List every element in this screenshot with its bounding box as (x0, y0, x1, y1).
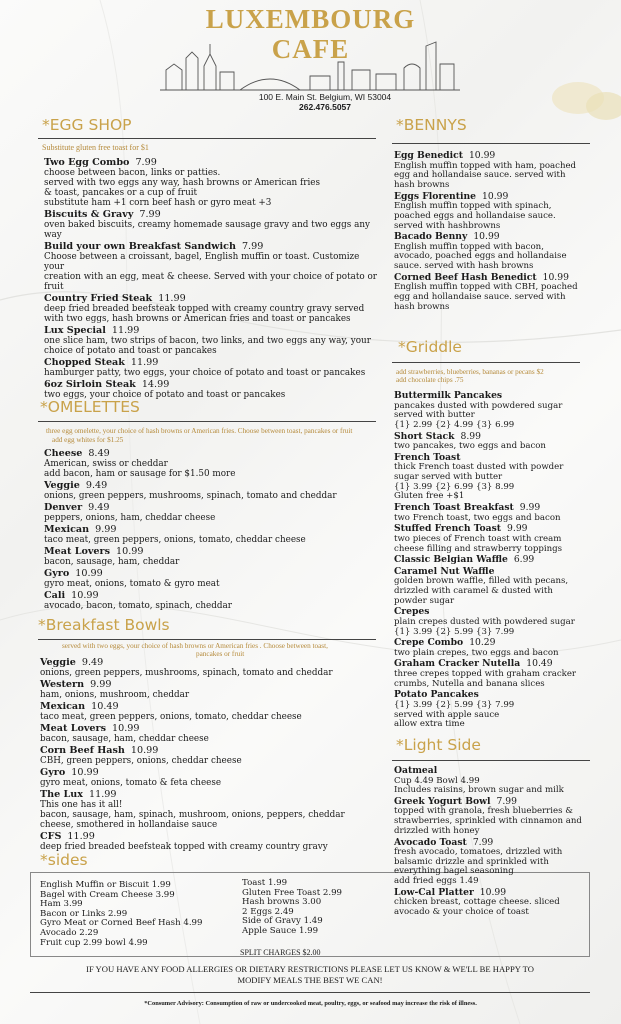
item-description: thick French toast dusted with powder (394, 462, 564, 473)
griddle-note: add strawberries, blueberries, bananas or pecans $2 (396, 368, 544, 376)
item-name: Low-Cal Platter (394, 886, 474, 898)
bennys-list (394, 151, 594, 313)
menu-item (394, 607, 594, 637)
section-title-sides: *sides (40, 851, 88, 869)
item-price: 14.99 (141, 379, 170, 390)
bowls-note2: pancakes or fruit (196, 650, 245, 658)
item-description: everything bagel seasoning (394, 866, 514, 877)
omelettes-list (44, 448, 380, 612)
item-description: deep fried breaded beefsteak topped with creamy country gravy served (44, 304, 365, 314)
item-price: 9.49 (81, 657, 104, 668)
menu-item (44, 524, 380, 545)
item-price: 11.99 (158, 293, 186, 304)
section-title-bennys: *BENNYS (396, 116, 467, 134)
item-price: 10.99 (112, 723, 140, 734)
item-price: 6.99 (513, 554, 535, 566)
item-description: Cup 4.49 Bowl 4.99 (394, 775, 480, 786)
menu-item (394, 391, 594, 431)
egg-shop-note: Substitute gluten free toast for $1 (42, 143, 149, 152)
omelettes-note2: add egg whites for $1.25 (52, 436, 124, 444)
item-description: oven baked biscuits, creamy homemade sausage gravy and two eggs any (44, 220, 370, 230)
section-title-egg-shop: *EGG SHOP (42, 116, 132, 134)
item-price: 10.99 (71, 767, 99, 778)
consumer-advisory: *Consumer Advisory: Consumption of raw or undercooked meat, poultry, eggs, or seafood may increase the risk of illness. (144, 1000, 477, 1007)
item-description: English muffin topped with CBH, poached (394, 282, 578, 293)
item-name: Crepe Combo (394, 637, 464, 649)
side-item: Apple Sauce 1.99 (242, 925, 319, 936)
sides-list-right (242, 879, 342, 937)
item-description: add fried eggs 1.49 (394, 876, 479, 887)
item-price: 7.99 (241, 241, 264, 252)
item-price: 10.99 (130, 745, 159, 756)
item-price: 10.99 (542, 271, 569, 283)
item-description: hash browns (394, 179, 450, 190)
menu-item-name (44, 293, 380, 304)
item-description: English muffin topped with bacon, (394, 241, 544, 252)
item-name: Lux Special (44, 325, 106, 336)
menu-item (44, 241, 380, 292)
item-price: 7.99 (472, 836, 494, 848)
omelettes-note: three egg omelette, your choice of hash browns or American fries. Choose between toast, pancakes or fruit (46, 427, 353, 435)
side-item: Hash browns 3.00 (242, 897, 322, 908)
item-price: 10.99 (482, 190, 509, 202)
bowls-note: served with two eggs, your choice of hash browns or American fries . Choose between toast, (62, 642, 328, 650)
side-item: Toast 1.99 (242, 878, 288, 888)
light-side-list (394, 766, 594, 919)
item-description: drizzled with caramel & dusted with (394, 585, 553, 596)
item-price: 9.99 (519, 502, 541, 514)
divider (38, 138, 376, 139)
item-description: {1} 3.99 {2} 5.99 {3} 7.99 (394, 626, 515, 637)
item-name: Two Egg Combo (44, 157, 130, 168)
menu-item (44, 325, 380, 356)
phone-number: 262.476.5057 (299, 102, 351, 112)
item-price: 10.99 (71, 590, 99, 601)
item-name: Crepes (394, 606, 430, 618)
item-description: taco meat, green peppers, onions, tomato, cheddar cheese (40, 712, 302, 722)
egg-shop-list (44, 157, 380, 401)
side-item: Fruit cup 2.99 bowl 4.99 (40, 937, 148, 948)
section-title-griddle: *Griddle (398, 338, 462, 356)
cafe-name-line2: CAFE (271, 34, 350, 64)
menu-item (44, 590, 380, 611)
item-price: 9.49 (88, 502, 110, 513)
menu-item (394, 432, 594, 452)
menu-item-name (394, 151, 594, 162)
item-description: egg and hollandaise sauce. served with (394, 292, 566, 303)
item-description: American, swiss or cheddar (44, 459, 168, 469)
item-price: 7.99 (139, 209, 161, 220)
item-price: 9.99 (507, 523, 528, 535)
griddle-note2: add chocolate chips .75 (396, 376, 464, 384)
menu-item-name (40, 767, 380, 778)
item-price: 11.99 (111, 325, 140, 336)
menu-item-name (44, 379, 380, 390)
item-description: one slice ham, two strips of bacon, two links, and two eggs any way, your (44, 336, 371, 346)
item-price: 10.99 (479, 886, 507, 898)
item-description: two eggs, your choice of potato and toast or pancakes (44, 390, 286, 400)
item-description: Choose between a croissant, bagel, English muffin or toast. Customize your (44, 252, 360, 272)
menu-item-name (44, 241, 380, 252)
menu-item (40, 831, 380, 852)
item-name: 6oz Sirloin Steak (44, 379, 136, 390)
item-price: 7.99 (135, 157, 157, 168)
item-name: Graham Cracker Nutella (394, 658, 521, 670)
divider (392, 760, 590, 761)
menu-item-name (44, 546, 380, 557)
item-name: Biscuits & Gravy (44, 209, 134, 220)
item-price: 9.99 (95, 524, 117, 535)
city-skyline-icon (160, 40, 460, 96)
menu-item (394, 888, 594, 918)
item-description: hash browns (394, 301, 450, 312)
item-description: poached eggs and hollandaise sauce. (394, 210, 556, 221)
item-name: Mexican (40, 701, 86, 712)
menu-item (394, 524, 594, 554)
menu-item (44, 293, 380, 324)
item-description: fruit (44, 282, 64, 292)
menu-item (394, 503, 594, 523)
item-description: bacon, sausage, ham, cheddar cheese (40, 734, 209, 744)
item-description: taco meat, green peppers, onions, tomato, cheddar cheese (44, 535, 306, 545)
menu-item (44, 546, 380, 567)
item-name: Avocado Toast (394, 836, 467, 848)
item-name: Oatmeal (394, 765, 438, 776)
menu-item (394, 555, 594, 566)
menu-item (44, 502, 380, 523)
menu-header (0, 0, 621, 120)
item-name: Mexican (44, 524, 90, 535)
item-name: Gyro (40, 767, 66, 778)
menu-item-name (44, 325, 380, 336)
item-description: two French toast, two eggs and bacon (394, 512, 561, 523)
item-description: {1} 2.99 {2} 4.99 {3} 6.99 (394, 419, 515, 430)
menu-item (394, 766, 594, 796)
item-name: Denver (44, 502, 83, 513)
item-description: onions, green peppers, mushrooms, spinach, tomato and cheddar (44, 491, 337, 501)
item-description: with two eggs, hash browns or American fries and toast or pancakes (44, 314, 351, 324)
item-name: Short Stack (394, 430, 455, 442)
item-name: Corn Beef Hash (40, 745, 125, 756)
item-description: chicken breast, cottage cheese. sliced (394, 897, 560, 908)
side-item: Avocado 2.29 (40, 927, 99, 938)
item-name: Cali (44, 590, 66, 601)
cafe-name-line1: LUXEMBOURG (205, 4, 416, 34)
divider (30, 992, 590, 993)
menu-item-name (40, 831, 380, 842)
menu-item-name (40, 789, 380, 800)
section-title-light-side: *Light Side (396, 736, 481, 754)
menu-item-name (40, 657, 380, 668)
item-name: Country Fried Steak (44, 293, 153, 304)
item-description: deep fried breaded beefsteak topped with creamy country gravy (40, 842, 328, 852)
allergy-line2: MODIFY MEALS THE BEST WE CAN! (237, 975, 383, 985)
item-name: Veggie (44, 480, 80, 491)
item-description: three crepes topped with graham cracker (394, 668, 577, 679)
item-description: avocado, poached eggs and hollandaise (394, 251, 567, 262)
item-name: Meat Lovers (40, 723, 106, 734)
menu-item (44, 157, 380, 208)
item-description: served with butter (394, 410, 475, 421)
menu-item (40, 767, 380, 788)
item-description: hamburger patty, two eggs, your choice of potato and toast or pancakes (44, 368, 366, 378)
item-name: Eggs Florentine (394, 190, 476, 202)
menu-item (44, 480, 380, 501)
menu-item (394, 567, 594, 607)
item-description: gyro meat, onions, tomato & feta cheese (40, 778, 222, 788)
side-item: Bacon or Links 2.99 (40, 908, 128, 919)
menu-item (394, 232, 594, 272)
side-item: Side of Gravy 1.49 (242, 916, 323, 927)
item-description: peppers, onions, ham, cheddar cheese (44, 513, 216, 523)
item-description: choose between bacon, links or patties. (44, 168, 221, 178)
item-name: Chopped Steak (44, 357, 125, 368)
menu-item-name (44, 157, 380, 168)
item-description: two plain crepes, two eggs and bacon (394, 647, 559, 658)
item-price: 10.99 (116, 546, 144, 557)
item-price: 7.99 (496, 795, 517, 807)
item-description: served with hashbrowns (394, 220, 501, 231)
item-description: avocado, bacon, tomato, spinach, cheddar (44, 601, 232, 611)
menu-item (394, 659, 594, 689)
item-name: Meat Lovers (44, 546, 110, 557)
item-description: drizzled with honey (394, 825, 480, 836)
menu-item-name (40, 745, 380, 756)
menu-item-name (44, 209, 380, 220)
item-name: CFS (40, 831, 62, 842)
item-price: 10.29 (469, 637, 496, 649)
item-description: onions, green peppers, mushrooms, spinach, tomato and cheddar (40, 668, 333, 678)
item-description: allow extra time (394, 719, 465, 730)
item-name: Bacado Benny (394, 231, 468, 243)
item-description: gyro meat, onions, tomato & gyro meat (44, 579, 220, 589)
item-price: 10.49 (526, 658, 553, 670)
item-description: cheese, smothered in hollandaise sauce (40, 820, 218, 830)
menu-item-name (44, 480, 380, 491)
item-description: served with two eggs any way, hash browns or American fries (44, 178, 321, 188)
item-description: fresh avocado, tomatoes, drizzled with (394, 847, 563, 858)
menu-item-name (394, 555, 594, 566)
divider (392, 143, 590, 144)
menu-item (394, 453, 594, 502)
item-name: Classic Belgian Waffle (394, 554, 508, 566)
menu-item (44, 357, 380, 378)
item-name: Cheese (44, 448, 83, 459)
item-description: sauce. served with hash browns (394, 261, 534, 272)
item-description: add bacon, ham or sausage for $1.50 more (44, 469, 236, 479)
split-charges: SPLIT CHARGES $2.00 (240, 948, 321, 957)
item-name: Gyro (44, 568, 70, 579)
menu-item-name (394, 766, 594, 777)
food-photo-icon (548, 68, 621, 128)
item-description: ham, onions, mushroom, cheddar (40, 690, 190, 700)
item-price: 8.49 (88, 448, 110, 459)
item-name: French Toast Breakfast (394, 502, 514, 514)
griddle-list (394, 391, 594, 731)
item-description: powder sugar (394, 595, 455, 606)
menu-item-name (40, 723, 380, 734)
menu-item-name (44, 568, 380, 579)
menu-item (44, 448, 380, 479)
item-price: 10.49 (91, 701, 119, 712)
allergy-notice (60, 964, 560, 986)
item-description: creation with an egg, meat & cheese. Served with your choice of potato or (44, 272, 377, 282)
item-price: 9.49 (85, 480, 108, 491)
menu-item (44, 379, 380, 400)
menu-item (394, 838, 594, 887)
menu-item-name (44, 448, 380, 459)
item-description: Gluten free +$1 (394, 491, 465, 502)
item-description: balsamic drizzle and sprinkled with (394, 856, 549, 867)
item-price: 11.99 (89, 789, 117, 800)
menu-item (394, 273, 594, 313)
item-description: way (44, 230, 62, 240)
item-description: {1} 3.99 {2} 5.99 {3} 7.99 (394, 699, 515, 710)
item-description: avocado & your choice of toast (394, 907, 529, 918)
item-price: 10.99 (468, 150, 496, 161)
item-description: bacon, sausage, ham, cheddar (44, 557, 180, 567)
menu-item (394, 192, 594, 232)
item-description: two pieces of French toast with cream (394, 533, 562, 544)
item-description: Includes raisins, brown sugar and milk (394, 785, 564, 796)
bowls-list (40, 657, 380, 853)
item-description: pancakes dusted with powdered sugar (394, 400, 563, 411)
item-name: Greek Yogurt Bowl (394, 795, 491, 807)
menu-item (40, 789, 380, 830)
item-description: cheese filling and strawberry toppings (394, 543, 563, 554)
side-item: Gluten Free Toast 2.99 (242, 887, 343, 898)
menu-item (394, 797, 594, 837)
item-description: golden brown waffle, filled with pecans, (394, 576, 569, 587)
item-name: Caramel Nut Waffle (394, 565, 495, 577)
menu-item (44, 209, 380, 240)
item-description: crumbs, Nutella and banana slices (394, 678, 545, 689)
menu-item (394, 151, 594, 191)
divider (392, 362, 580, 363)
section-title-breakfast-bowls: *Breakfast Bowls (38, 616, 170, 634)
menu-item (40, 745, 380, 766)
menu-item (40, 679, 380, 700)
item-name: The Lux (40, 789, 83, 800)
item-name: Egg Benedict (394, 150, 463, 161)
item-name: Build your own Breakfast Sandwich (44, 241, 236, 252)
item-description: & toast, pancakes or a cup of fruit (44, 188, 198, 198)
item-description: substitute ham +1 corn beef hash or gyro meat +3 (44, 198, 272, 208)
menu-item-name (44, 502, 380, 513)
item-price: 9.99 (90, 679, 112, 690)
item-name: Veggie (40, 657, 76, 668)
item-price: 8.99 (460, 430, 481, 442)
item-description: served with apple sauce (394, 709, 500, 720)
item-description: CBH, green peppers, onions, cheddar cheese (40, 756, 242, 766)
item-description: English muffin topped with spinach, (394, 201, 552, 212)
divider (38, 639, 376, 640)
menu-item (40, 657, 380, 678)
side-item: Gyro Meat or Corned Beef Hash 4.99 (40, 918, 203, 929)
side-item: English Muffin or Biscuit 1.99 (40, 880, 171, 890)
menu-item (40, 723, 380, 744)
side-item: 2 Eggs 2.49 (242, 906, 294, 917)
menu-item-name (40, 679, 380, 690)
item-description: egg and hollandaise sauce. served with (394, 170, 566, 181)
item-description: English muffin topped with ham, poached (394, 160, 577, 171)
item-description: {1} 3.99 {2} 6.99 {3} 8.99 (394, 481, 515, 492)
address: 100 E. Main St. Belgium, WI 53004 (258, 92, 392, 102)
item-price: 10.99 (75, 568, 103, 579)
item-price: 11.99 (130, 357, 159, 368)
side-item: Ham 3.99 (40, 899, 83, 910)
item-description: two pancakes, two eggs and bacon (394, 441, 546, 452)
side-item: Bagel with Cream Cheese 3.99 (40, 889, 175, 900)
item-description: choice of potato and toast or pancakes (44, 346, 217, 356)
divider (38, 421, 376, 422)
item-name: Stuffed French Toast (394, 523, 502, 535)
menu-item (394, 690, 594, 730)
item-name: French Toast (394, 451, 461, 463)
menu-item-name (44, 357, 380, 368)
item-description: plain crepes dusted with powdered sugar (394, 616, 575, 627)
item-description: topped with granola, fresh blueberries & (394, 806, 573, 817)
menu-item (40, 701, 380, 722)
item-price: 10.99 (473, 231, 500, 243)
allergy-line1: IF YOU HAVE ANY FOOD ALLERGIES OR DIETARY RESTRICTIONS PLEASE LET US KNOW & WE'LL BE HAPPY TO (86, 964, 534, 974)
item-name: Buttermilk Pancakes (394, 390, 503, 401)
section-title-omelettes: *OMELETTES (40, 398, 140, 416)
menu-item-name (44, 524, 380, 535)
sides-list-left (40, 881, 202, 948)
item-name: Western (40, 679, 85, 690)
item-name: Corned Beef Hash Benedict (394, 271, 537, 283)
item-name: Potato Pancakes (394, 689, 479, 701)
menu-item-name (40, 701, 380, 712)
item-description: strawberries, sprinkled with cinnamon and (394, 816, 582, 827)
item-description: sugar served with butter (394, 472, 503, 483)
item-description: This one has it all! (40, 800, 123, 810)
menu-item-name (394, 391, 594, 402)
menu-item-name (44, 590, 380, 601)
item-description: bacon, sausage, ham, spinach, mushroom, onions, peppers, cheddar (40, 810, 345, 820)
menu-item (394, 638, 594, 658)
menu-item (44, 568, 380, 589)
item-price: 11.99 (67, 831, 95, 842)
